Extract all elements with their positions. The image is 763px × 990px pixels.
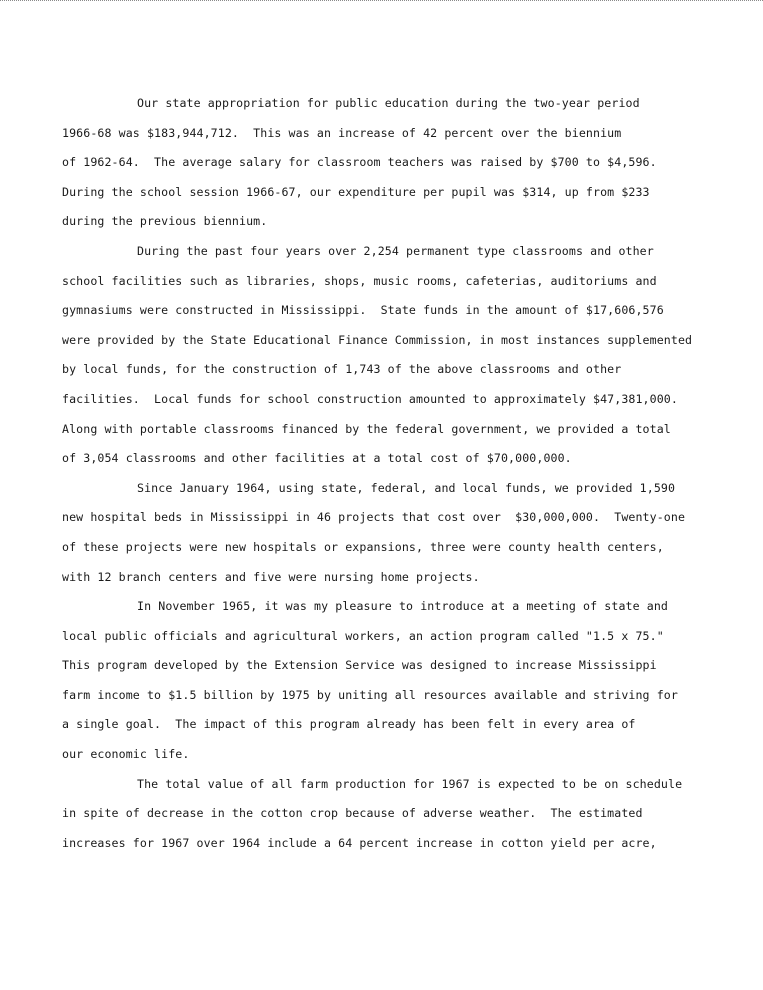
paragraph-education-appropriation bbox=[62, 89, 742, 237]
text-line: were provided by the State Educational Finance Commission, in most instances supplemented bbox=[62, 332, 693, 347]
text-line: 1966-68 was $183,944,712. This was an increase of 42 percent over the biennium bbox=[62, 125, 622, 140]
text-line: by local funds, for the construction of 1,743 of the above classrooms and other bbox=[62, 362, 622, 377]
text-line: of 1962-64. The average salary for classroom teachers was raised by $700 to $4,596. bbox=[62, 155, 657, 170]
text-line: In November 1965, it was my pleasure to introduce at a meeting of state and bbox=[137, 599, 669, 614]
text-line: local public officials and agricultural workers, an action program called "1.5 x 75." bbox=[62, 628, 664, 643]
paragraph-classroom-construction bbox=[62, 237, 742, 474]
paragraph-farm-production bbox=[62, 770, 742, 859]
text-line: gymnasiums were constructed in Mississippi. State funds in the amount of $17,606,576 bbox=[62, 303, 664, 318]
text-line: During the school session 1966-67, our expenditure per pupil was $314, up from $233 bbox=[62, 184, 650, 199]
text-line: of these projects were new hospitals or expansions, three were county health centers, bbox=[62, 539, 664, 554]
document-page bbox=[62, 89, 742, 858]
paragraph-hospital-beds bbox=[62, 474, 742, 592]
text-line: facilities. Local funds for school construction amounted to approximately $47,381,000. bbox=[62, 391, 678, 406]
text-line: Along with portable classrooms financed by the federal government, we provided a total bbox=[62, 421, 671, 436]
text-line: our economic life. bbox=[62, 747, 190, 762]
text-line: during the previous biennium. bbox=[62, 214, 268, 229]
text-line: of 3,054 classrooms and other facilities at a total cost of $70,000,000. bbox=[62, 451, 572, 466]
text-line: with 12 branch centers and five were nursing home projects. bbox=[62, 569, 480, 584]
text-line: a single goal. The impact of this program already has been felt in every area of bbox=[62, 717, 636, 732]
text-line: This program developed by the Extension Service was designed to increase Mississippi bbox=[62, 658, 657, 673]
text-line: increases for 1967 over 1964 include a 64 percent increase in cotton yield per acre, bbox=[62, 835, 657, 850]
text-line: new hospital beds in Mississippi in 46 projects that cost over $30,000,000. Twenty-one bbox=[62, 510, 686, 525]
text-line: The total value of all farm production for 1967 is expected to be on schedule bbox=[137, 776, 683, 791]
text-line: school facilities such as libraries, shops, music rooms, cafeterias, auditoriums and bbox=[62, 273, 657, 288]
text-line: During the past four years over 2,254 permanent type classrooms and other bbox=[137, 243, 654, 258]
paragraph-farm-program bbox=[62, 592, 742, 770]
text-line: farm income to $1.5 billion by 1975 by uniting all resources available and striving for bbox=[62, 687, 678, 702]
text-line: in spite of decrease in the cotton crop because of adverse weather. The estimated bbox=[62, 806, 643, 821]
text-line: Since January 1964, using state, federal, and local funds, we provided 1,590 bbox=[137, 480, 676, 495]
text-line: Our state appropriation for public education during the two-year period bbox=[137, 96, 640, 110]
top-dotted-rule bbox=[0, 0, 763, 1]
